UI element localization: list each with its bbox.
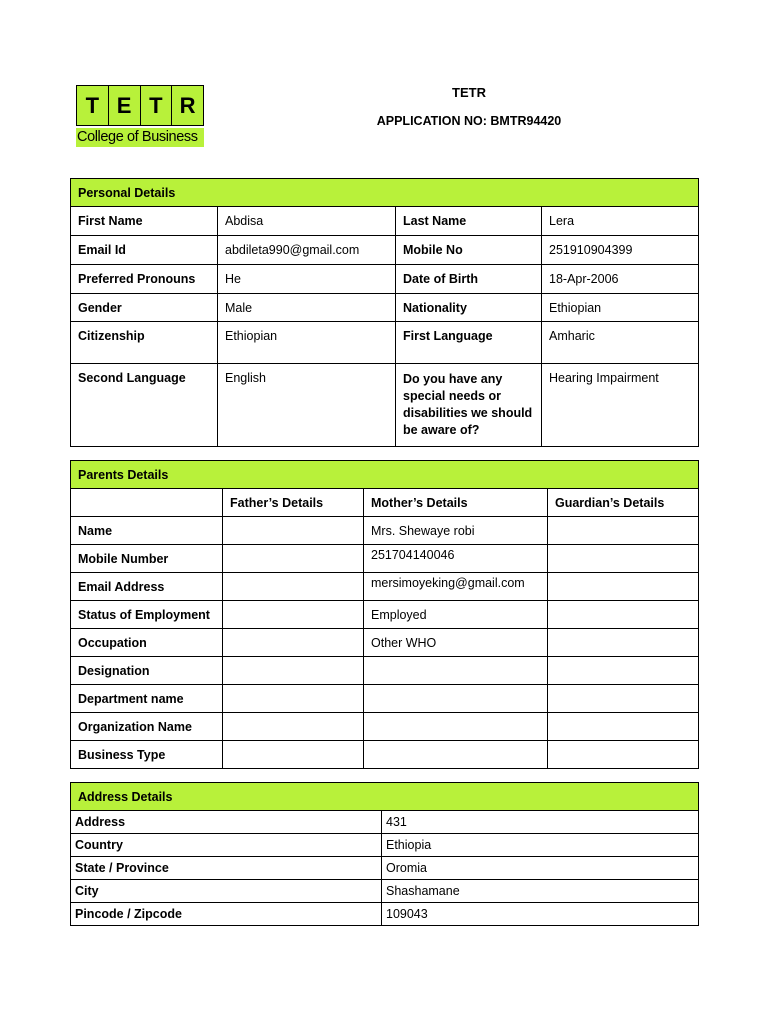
father-value [223,713,364,741]
field-value: Abdisa [218,207,396,236]
field-value: 18-Apr-2006 [542,265,699,294]
table-row [71,811,699,834]
field-value: Hearing Impairment [542,364,699,447]
table-row [71,713,699,741]
table-row [71,236,699,265]
section-title: Parents Details [71,461,699,489]
column-header: Mother’s Details [364,489,548,517]
mother-value [364,657,548,685]
field-label: Preferred Pronouns [71,265,218,294]
field-label: Email Id [71,236,218,265]
section-title: Address Details [71,783,699,811]
father-value [223,517,364,545]
field-value: English [218,364,396,447]
field-label: Address [71,811,382,834]
field-value: Lera [542,207,699,236]
parents-details-table [70,460,699,769]
father-value [223,629,364,657]
guardian-value [548,685,699,713]
table-row [71,364,699,447]
father-value [223,657,364,685]
field-value: 251910904399 [542,236,699,265]
field-label: Do you have any special needs or disabilities we should be aware of? [396,364,542,447]
table-row [71,741,699,769]
table-row [71,517,699,545]
field-label: Last Name [396,207,542,236]
table-row [71,207,699,236]
table-row [71,322,699,364]
field-label: Organization Name [71,713,223,741]
personal-details-table [70,178,699,447]
field-value: 431 [382,811,699,834]
guardian-value [548,517,699,545]
document-title: TETR [452,85,486,100]
column-header: Father’s Details [223,489,364,517]
guardian-value [548,657,699,685]
table-row [71,265,699,294]
field-label: Mobile No [396,236,542,265]
logo-letter: T [76,85,109,126]
field-label: Status of Employment [71,601,223,629]
logo-letter: T [141,85,173,126]
logo-letter: E [109,85,141,126]
field-label: Business Type [71,741,223,769]
table-row [71,573,699,601]
field-label: Email Address [71,573,223,601]
father-value [223,601,364,629]
table-row [71,294,699,322]
table-row [71,834,699,857]
field-value: abdileta990@gmail.com [218,236,396,265]
field-value: Male [218,294,396,322]
field-label: Citizenship [71,322,218,364]
field-value: He [218,265,396,294]
field-label: Date of Birth [396,265,542,294]
field-value: Oromia [382,857,699,880]
mother-value [364,741,548,769]
father-value [223,741,364,769]
father-value [223,545,364,573]
mother-value: mersimoyeking@gmail.com [364,573,548,601]
field-value: 109043 [382,903,699,926]
mother-value: 251704140046 [364,545,548,573]
guardian-value [548,545,699,573]
table-row [71,601,699,629]
guardian-value [548,629,699,657]
field-label: Country [71,834,382,857]
table-row [71,629,699,657]
field-value: Ethiopian [542,294,699,322]
field-label: First Name [71,207,218,236]
logo-subtitle: College of Business [76,128,204,147]
field-label: Name [71,517,223,545]
field-label: Occupation [71,629,223,657]
field-label: Pincode / Zipcode [71,903,382,926]
application-number: APPLICATION NO: BMTR94420 [376,114,562,128]
guardian-value [548,741,699,769]
mother-value: Other WHO [364,629,548,657]
table-row [71,657,699,685]
field-label: State / Province [71,857,382,880]
field-value: Amharic [542,322,699,364]
mother-value [364,685,548,713]
table-row [71,880,699,903]
father-value [223,573,364,601]
field-label: First Language [396,322,542,364]
column-header [71,489,223,517]
field-label: Mobile Number [71,545,223,573]
logo-letter: R [172,85,204,126]
field-label: Nationality [396,294,542,322]
table-row [71,545,699,573]
table-row [71,857,699,880]
field-value: Ethiopian [218,322,396,364]
field-value: Ethiopia [382,834,699,857]
section-title: Personal Details [71,179,699,207]
father-value [223,685,364,713]
field-label: City [71,880,382,903]
address-details-table [70,782,699,926]
mother-value: Mrs. Shewaye robi [364,517,548,545]
guardian-value [548,713,699,741]
field-label: Second Language [71,364,218,447]
field-label: Department name [71,685,223,713]
guardian-value [548,573,699,601]
guardian-value [548,601,699,629]
column-header: Guardian’s Details [548,489,699,517]
field-label: Gender [71,294,218,322]
mother-value: Employed [364,601,548,629]
field-label: Designation [71,657,223,685]
table-row [71,685,699,713]
mother-value [364,713,548,741]
table-header-row [71,489,699,517]
table-row [71,903,699,926]
field-value: Shashamane [382,880,699,903]
